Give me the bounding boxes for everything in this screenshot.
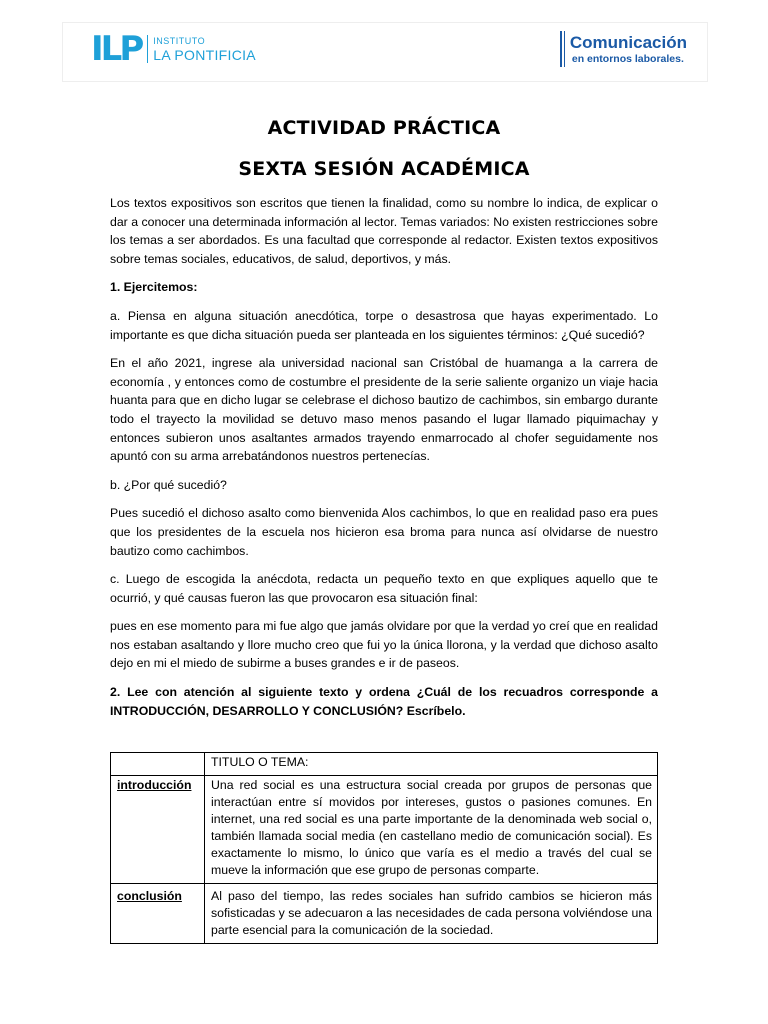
document-subtitle: SEXTA SESIÓN ACADÉMICA xyxy=(238,158,530,180)
logo-divider xyxy=(147,35,148,63)
answer-a: En el año 2021, ingrese ala universidad nacional san Cristóbal de huamanga a la carrera de economía , y entonces como de costumbre el presidente de la serie saliente organizo un viaje hacia huanta para que en dicho lugar se celebrase el dichoso bautizo de cachimbos, sin embargo durante todo el trayecto la movilidad se detuvo maso menos pasando el lugar llamado piquimachay y entonces subieron unos asaltantes armados trayendo enmarrocado al chofer seguidamente nos apuntó con su arma arrebatándonos nuestros pertenecías. xyxy=(110,356,658,464)
table-header-cell-1 xyxy=(111,753,205,776)
ilp-logo-mark: ILP xyxy=(91,29,142,69)
ilp-logo xyxy=(91,29,256,69)
section1-heading: 1. Ejercitemos: xyxy=(110,280,198,295)
question-c: c. Luego de escogida la anécdota, redacta un pequeño texto en que expliques aquello que te ocurrió, y qué causas fueron las que provocaron esa situación final: xyxy=(110,572,658,605)
answer-b: Pues sucedió el dichoso asalto como bienvenida Alos cachimbos, lo que en realidad paso era pues que los presidentes de la escuela nos hicieron esa broma para nunca así olvidarse de nuestro bautizo como cachimbos. xyxy=(110,506,658,558)
row-text: Al paso del tiempo, las redes sociales han sufrido cambios se hicieron más sofisticadas y se adecuaron a las necesidades de cada persona volviéndose una parte esencial para la comunicación de la sociedad. xyxy=(205,884,658,944)
comunicacion-logo-line1: Comunicación xyxy=(569,32,687,52)
comunicacion-logo-line2: en entornos laborales. xyxy=(571,52,684,65)
document-header xyxy=(62,22,708,82)
ilp-logo-text xyxy=(153,37,256,62)
row-label: introducción xyxy=(111,776,205,884)
ilp-logo-line2: LA PONTIFICIA xyxy=(153,46,256,63)
question-a: a. Piensa en alguna situación anecdótica, torpe o desastrosa que hayas experimentado. Lo importante es que dicha situación pueda ser planteada en los siguientes términos: ¿Qué sucedió? xyxy=(110,308,658,342)
document-body xyxy=(110,194,658,730)
logo-bar-thin xyxy=(564,31,565,67)
structure-table xyxy=(110,752,658,944)
table-header-row xyxy=(111,753,658,776)
section2-heading: 2. Lee con atención al siguiente texto y ordena ¿Cuál de los recuadros corresponde a INTRODUCCIÓN, DESARROLLO Y CONCLUSIÓN? Escríbelo. xyxy=(110,685,658,718)
comunicacion-logo-text xyxy=(570,34,687,65)
comunicacion-logo xyxy=(560,31,687,67)
table-row xyxy=(111,884,658,944)
document-title: ACTIVIDAD PRÁCTICA xyxy=(267,117,501,139)
row-label: conclusión xyxy=(111,884,205,944)
logo-bar xyxy=(560,31,562,67)
ilp-logo-line1: INSTITUTO xyxy=(153,35,206,46)
table-row xyxy=(111,776,658,884)
table-header-cell-2: TITULO O TEMA: xyxy=(205,753,658,776)
question-b: b. ¿Por qué sucedió? xyxy=(110,477,227,492)
answer-c: pues en ese momento para mi fue algo que jamás olvidare por que la verdad yo creí que en realidad nos estaban asaltando y llore mucho creo que fui yo la única llorona, y la verdad que dichoso asalto dejo en mi el miedo de subirme a buses grandes e ir de paseos. xyxy=(110,619,658,671)
intro-paragraph: Los textos expositivos son escritos que tienen la finalidad, como su nombre lo indica, de explicar o dar a conocer una determinada información al lector. Temas variados: No existen restricciones sobre los temas a ser abordados. Es una facultad que corresponde al redactor. Existen textos expositivos sobre temas sociales, educativos, de salud, deportivos, y más. xyxy=(110,196,658,266)
row-text: Una red social es una estructura social creada por grupos de personas que interactúan entre sí movidos por intereses, gustos o pasiones comunes. En internet, una red social es una parte importante de la denominada web social o, también llamada social media (en castellano medio de comunicación social). Es exactamente lo mismo, lo único que varía es el medio a través del cual se mueve la información que ese grupo de personas comparte. xyxy=(205,776,658,884)
